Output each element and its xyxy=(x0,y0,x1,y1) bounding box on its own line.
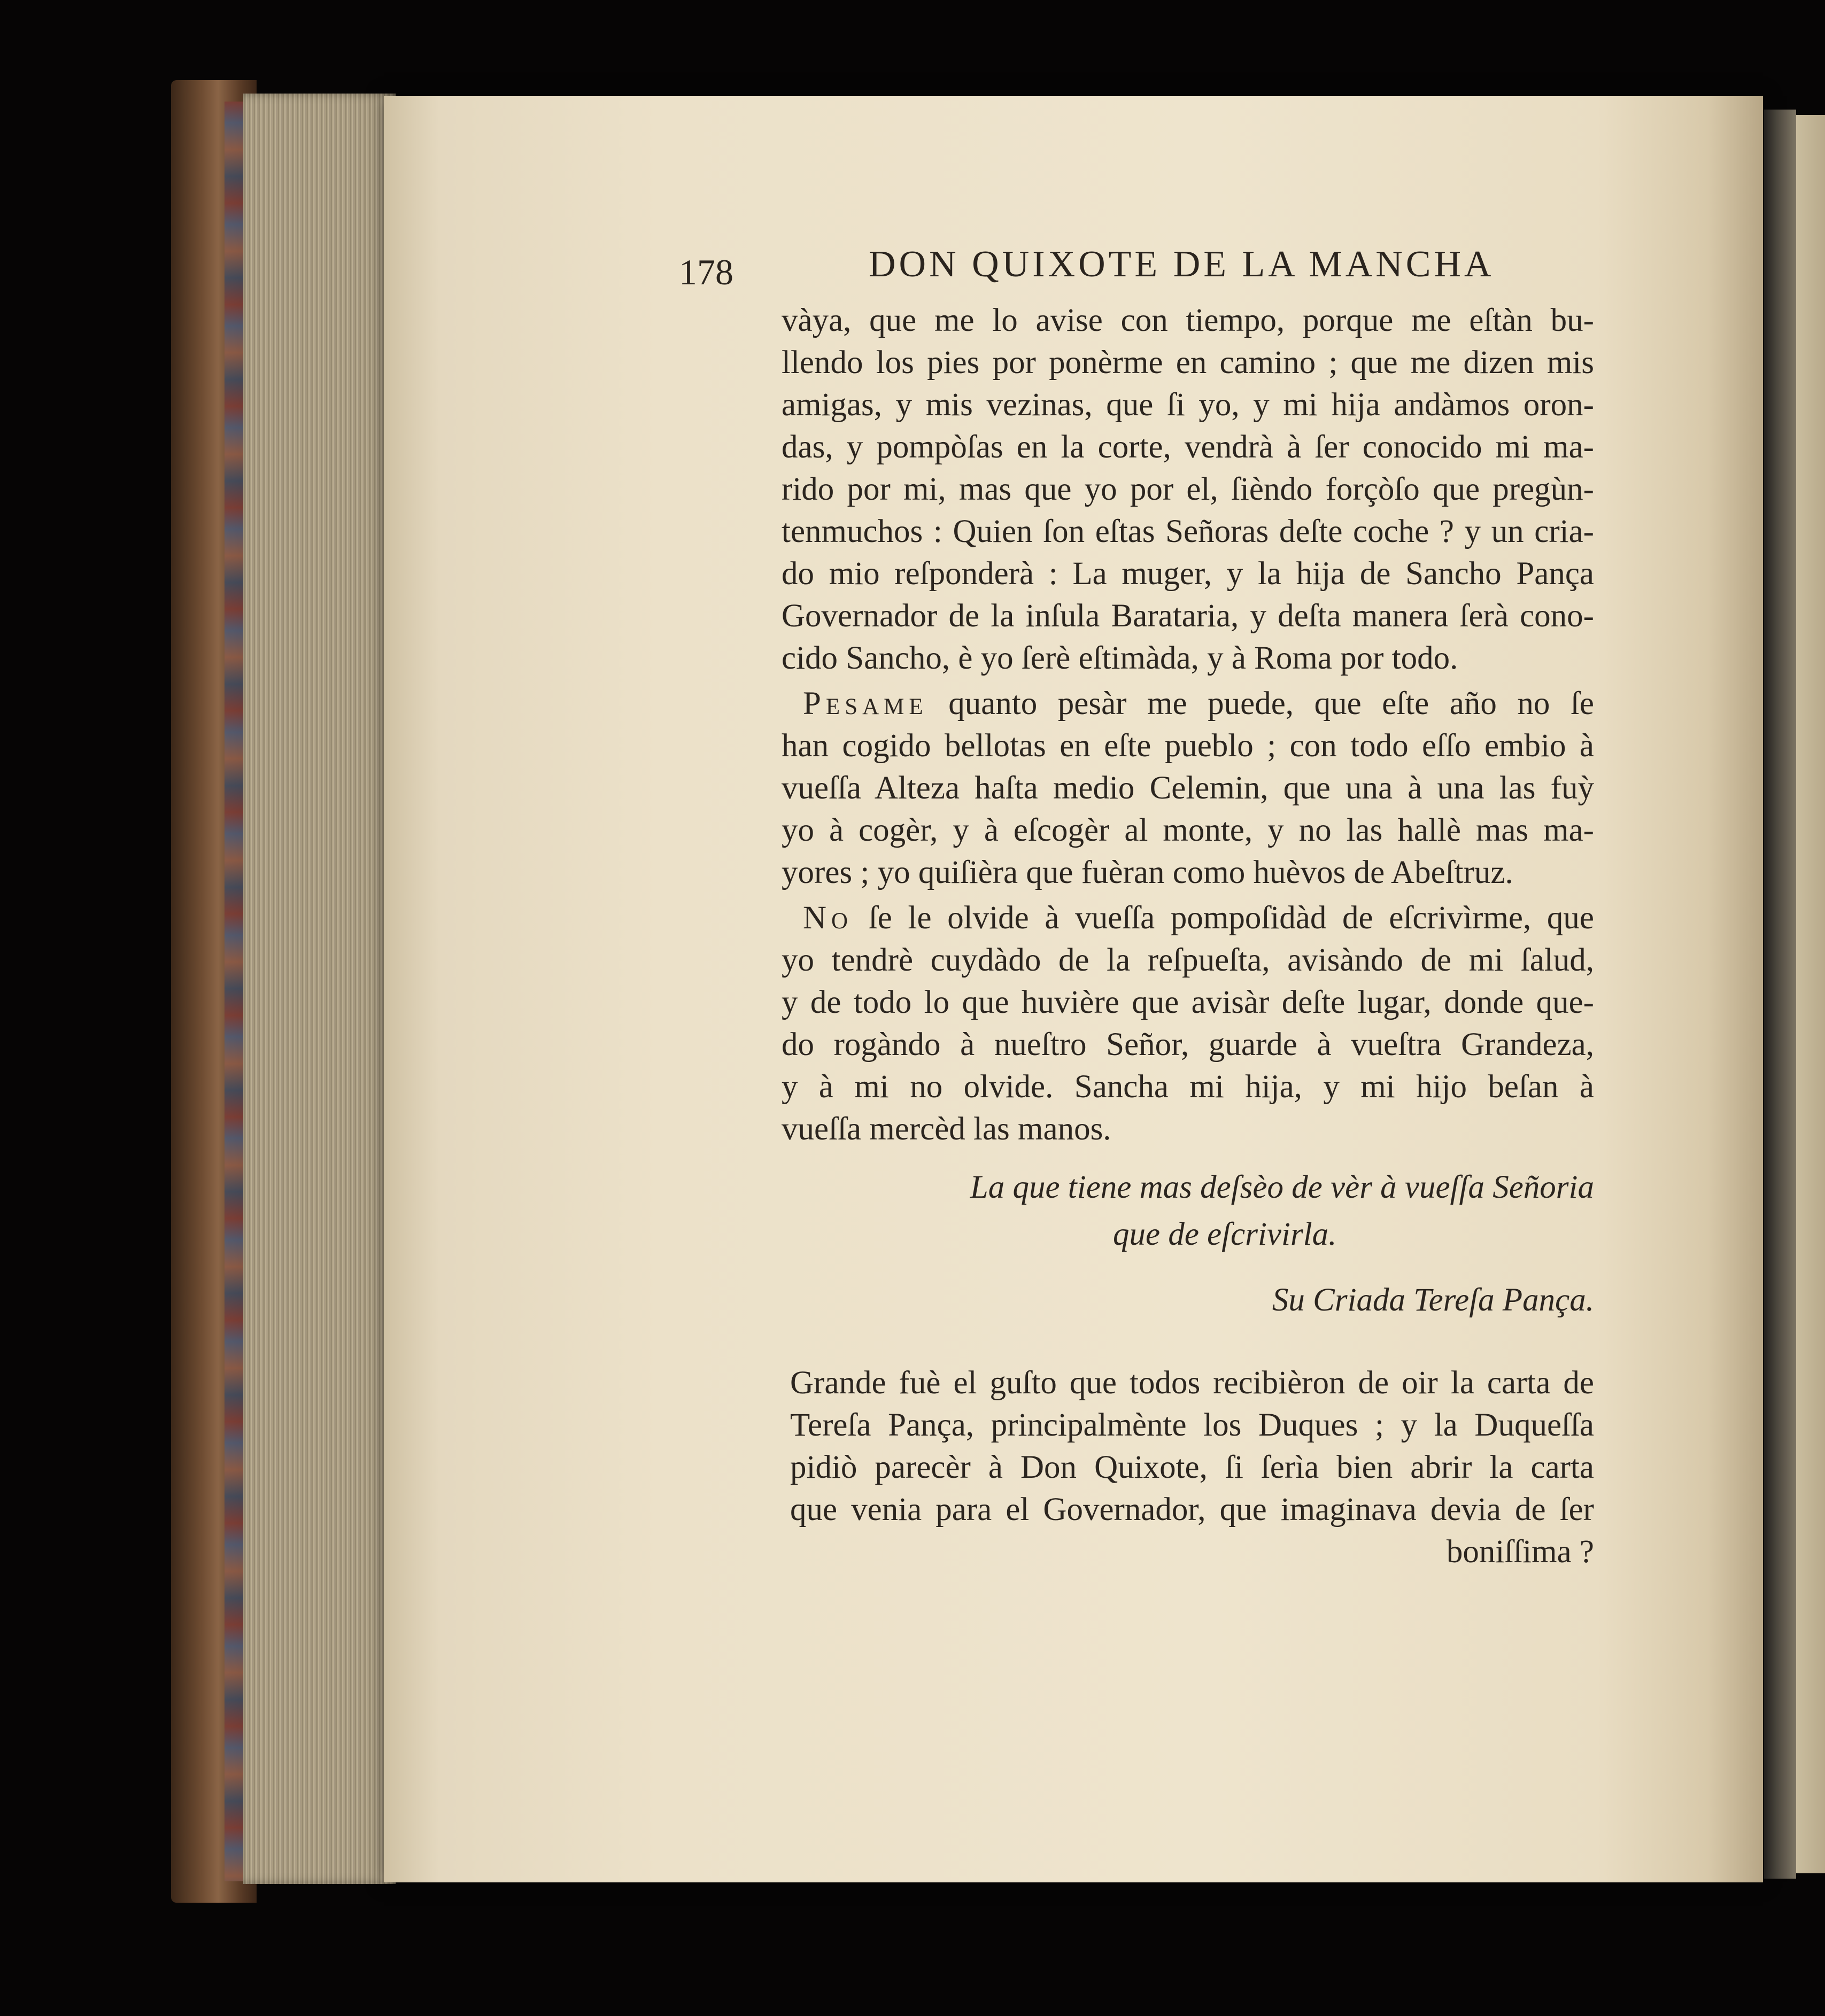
letter-body xyxy=(782,299,1594,1150)
text-line: yores ; yo quiſièra que fuèran como huèvos de Abeſtruz. xyxy=(782,855,1513,890)
text-line: rido por mi, mas que yo por el, ſièndo forçòſo que pregùn- xyxy=(782,471,1594,507)
letter-closing xyxy=(782,1164,1594,1258)
text-line: amigas, y mis vezinas, que ſi yo, y mi hija andàmos oron- xyxy=(782,387,1594,423)
closing-line: La que tiene mas deſsèo de vèr à vueſſa Señoria xyxy=(970,1169,1594,1205)
text-line: yo à cogèr, y à eſcogèr al monte, y no las hallè mas ma- xyxy=(782,812,1594,848)
marbled-edge xyxy=(225,102,246,1881)
text-line: do mio reſponderà : La muger, y la hija de Sancho Pança xyxy=(782,556,1594,592)
page-number: 178 xyxy=(679,252,733,292)
small-caps-lead: Pesame xyxy=(803,686,928,722)
text-line: yo tendrè cuydàdo de la reſpueſta, avisàndo de mi ſalud, xyxy=(782,942,1594,978)
text-line: vueſſa mercèd las manos. xyxy=(782,1111,1111,1147)
text-line: que venia para el Governador, que imaginava devia de ſer xyxy=(790,1492,1594,1527)
text-line: do rogàndo à nueſtro Señor, guarde à vueſtra Grandeza, xyxy=(782,1027,1594,1063)
text-line: Governador de la inſula Barataria, y deſta manera ſerà cono- xyxy=(782,598,1594,634)
gutter-shadow xyxy=(1764,110,1796,1879)
text-line: pidiò parecèr à Don Quixote, ſi ſerìa bien abrir la carta xyxy=(790,1449,1594,1485)
small-caps-lead: No xyxy=(803,900,853,936)
closing-line: que de eſcrivirla. xyxy=(1113,1216,1337,1252)
narrative-paragraph xyxy=(790,1362,1594,1573)
text-line: Tereſa Pança, principalmènte los Duques ; y la Duqueſſa xyxy=(790,1407,1594,1443)
text-line: y à mi no olvide. Sancha mi hija, y mi hijo beſan à xyxy=(782,1069,1594,1105)
text-line: ſe le olvide à vueſſa pompoſidàd de eſcrivìrme, que xyxy=(868,900,1594,936)
page-edges xyxy=(243,94,396,1884)
paragraph-3-first-line xyxy=(782,897,1594,939)
paragraph-2-first-line xyxy=(782,683,1594,725)
text-line: vàya, que me lo avise con tiempo, porque me eſtàn bu- xyxy=(782,303,1594,338)
running-head: DON QUIXOTE DE LA MANCHA xyxy=(869,244,1495,285)
text-line: das, y pompòſas en la corte, vendrà à ſer conocido mi ma- xyxy=(782,429,1594,465)
text-line: tenmuchos : Quien ſon eſtas Señoras deſte coche ? y un cria- xyxy=(782,514,1594,549)
text-line: boniſſima ? xyxy=(1446,1534,1594,1570)
text-line: vueſſa Alteza haſta medio Celemin, que una à una las fuỳ xyxy=(782,770,1594,806)
text-line: y de todo lo que huvière que avisàr deſte lugar, donde que- xyxy=(782,984,1594,1020)
text-line: han cogido bellotas en eſte pueblo ; con todo eſſo embio à xyxy=(782,728,1594,764)
text-line: Grande fuè el guſto que todos recibièron de oir la carta de xyxy=(790,1365,1594,1401)
text-line: cido Sancho, è yo ſerè eſtimàda, y à Roma por todo. xyxy=(782,640,1458,676)
text-line: llendo los pies por ponèrme en camino ; que me dizen mis xyxy=(782,345,1594,381)
letter-signature: Su Criada Tereſa Pança. xyxy=(1272,1282,1594,1318)
text-line: quanto pesàr me puede, que eſte año no ſe xyxy=(948,686,1594,722)
